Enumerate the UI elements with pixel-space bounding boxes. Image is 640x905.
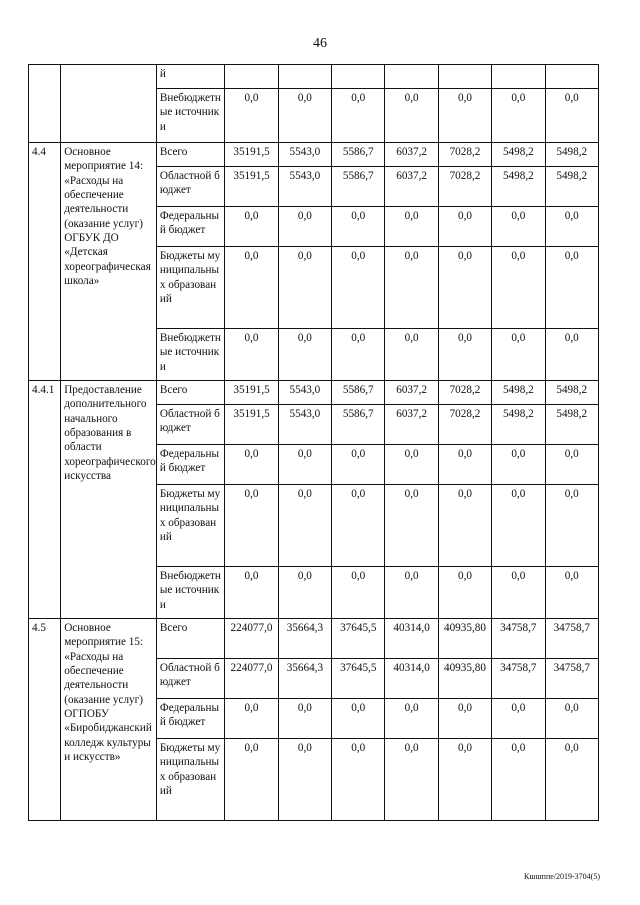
amount-cell: 0,0 — [385, 329, 438, 381]
amount-cell: 0,0 — [332, 699, 385, 739]
amount-cell: 0,0 — [438, 699, 491, 739]
amount-cell: 35664,3 — [278, 659, 331, 699]
funding-source: Всего — [156, 619, 224, 659]
page-number: 46 — [313, 36, 327, 51]
item-description: Основное мероприятие 14: «Расходы на обеспечение деятельности (оказание услуг) ОГБУК ДО «Детская хореографическая школа» — [61, 143, 157, 381]
table-row — [29, 619, 599, 659]
funding-source: Всего — [156, 143, 224, 167]
amount-cell: 0,0 — [492, 567, 545, 619]
amount-cell: 40935,80 — [438, 619, 491, 659]
amount-cell: 0,0 — [438, 445, 491, 485]
amount-cell: 5498,2 — [492, 167, 545, 207]
amount-cell: 0,0 — [332, 739, 385, 821]
amount-cell: 0,0 — [438, 329, 491, 381]
funding-source: Бюджеты муниципальных образований — [156, 739, 224, 821]
amount-cell: 0,0 — [492, 247, 545, 329]
amount-cell: 0,0 — [278, 485, 331, 567]
amount-cell: 0,0 — [332, 445, 385, 485]
amount-cell — [385, 65, 438, 89]
funding-source: Внебюджетные источники — [156, 329, 224, 381]
amount-cell: 6037,2 — [385, 143, 438, 167]
amount-cell: 0,0 — [278, 329, 331, 381]
amount-cell: 0,0 — [545, 445, 599, 485]
amount-cell: 6037,2 — [385, 167, 438, 207]
amount-cell: 0,0 — [332, 89, 385, 143]
funding-source: Федеральный бюджет — [156, 445, 224, 485]
amount-cell: 0,0 — [278, 699, 331, 739]
funding-source: Бюджеты муниципальных образований — [156, 485, 224, 567]
amount-cell: 0,0 — [278, 89, 331, 143]
amount-cell: 7028,2 — [438, 167, 491, 207]
amount-cell: 0,0 — [278, 567, 331, 619]
amount-cell: 0,0 — [492, 699, 545, 739]
amount-cell: 0,0 — [545, 207, 599, 247]
funding-source: Областной бюджет — [156, 659, 224, 699]
amount-cell: 40314,0 — [385, 659, 438, 699]
amount-cell: 7028,2 — [438, 405, 491, 445]
amount-cell — [545, 65, 599, 89]
amount-cell: 0,0 — [545, 567, 599, 619]
amount-cell: 34758,7 — [545, 659, 599, 699]
amount-cell: 0,0 — [225, 89, 278, 143]
amount-cell: 0,0 — [332, 247, 385, 329]
amount-cell: 5586,7 — [332, 405, 385, 445]
amount-cell: 0,0 — [385, 739, 438, 821]
amount-cell: 34758,7 — [492, 619, 545, 659]
amount-cell: 0,0 — [332, 567, 385, 619]
amount-cell: 0,0 — [225, 567, 278, 619]
amount-cell: 40935,80 — [438, 659, 491, 699]
budget-table — [28, 64, 599, 821]
amount-cell — [492, 65, 545, 89]
item-code: 4.4.1 — [29, 381, 61, 619]
table-row — [29, 143, 599, 167]
amount-cell: 6037,2 — [385, 381, 438, 405]
amount-cell: 6037,2 — [385, 405, 438, 445]
funding-source: й — [156, 65, 224, 89]
budget-table-body — [29, 65, 599, 821]
amount-cell — [225, 65, 278, 89]
amount-cell: 0,0 — [545, 247, 599, 329]
document-reference: Кшшппе/2019-3704(5) — [524, 872, 600, 881]
amount-cell: 0,0 — [278, 739, 331, 821]
amount-cell: 40314,0 — [385, 619, 438, 659]
amount-cell: 5543,0 — [278, 143, 331, 167]
amount-cell: 0,0 — [385, 445, 438, 485]
amount-cell — [332, 65, 385, 89]
amount-cell: 0,0 — [385, 485, 438, 567]
amount-cell: 5498,2 — [545, 381, 599, 405]
amount-cell: 0,0 — [545, 89, 599, 143]
amount-cell: 0,0 — [545, 739, 599, 821]
amount-cell: 0,0 — [438, 567, 491, 619]
amount-cell: 34758,7 — [545, 619, 599, 659]
amount-cell: 224077,0 — [225, 659, 278, 699]
amount-cell: 0,0 — [545, 699, 599, 739]
amount-cell: 0,0 — [385, 207, 438, 247]
funding-source: Бюджеты муниципальных образований — [156, 247, 224, 329]
amount-cell: 0,0 — [225, 699, 278, 739]
amount-cell: 0,0 — [438, 89, 491, 143]
funding-source: Всего — [156, 381, 224, 405]
amount-cell — [278, 65, 331, 89]
amount-cell: 0,0 — [332, 207, 385, 247]
amount-cell: 0,0 — [545, 485, 599, 567]
item-description — [61, 65, 157, 143]
amount-cell: 0,0 — [385, 89, 438, 143]
amount-cell: 5498,2 — [492, 143, 545, 167]
amount-cell: 5543,0 — [278, 405, 331, 445]
item-code — [29, 65, 61, 143]
funding-source: Внебюджетные источники — [156, 89, 224, 143]
amount-cell: 0,0 — [385, 699, 438, 739]
amount-cell: 0,0 — [438, 207, 491, 247]
amount-cell: 0,0 — [545, 329, 599, 381]
funding-source: Федеральный бюджет — [156, 699, 224, 739]
amount-cell: 7028,2 — [438, 143, 491, 167]
amount-cell: 5498,2 — [545, 167, 599, 207]
amount-cell: 0,0 — [225, 485, 278, 567]
item-description: Основное мероприятие 15: «Расходы на обеспечение деятельности (оказание услуг) ОГПОБУ «Биробиджанский колледж культуры и искусств» — [61, 619, 157, 821]
amount-cell: 0,0 — [492, 445, 545, 485]
amount-cell: 0,0 — [385, 247, 438, 329]
amount-cell: 34758,7 — [492, 659, 545, 699]
amount-cell: 0,0 — [492, 207, 545, 247]
funding-source: Областной бюджет — [156, 167, 224, 207]
funding-source: Внебюджетные источники — [156, 567, 224, 619]
amount-cell — [438, 65, 491, 89]
amount-cell: 0,0 — [438, 247, 491, 329]
amount-cell: 0,0 — [225, 445, 278, 485]
amount-cell: 0,0 — [492, 89, 545, 143]
amount-cell: 7028,2 — [438, 381, 491, 405]
amount-cell: 35191,5 — [225, 405, 278, 445]
amount-cell: 0,0 — [385, 567, 438, 619]
amount-cell: 0,0 — [278, 207, 331, 247]
amount-cell: 0,0 — [332, 485, 385, 567]
amount-cell: 37645,5 — [332, 619, 385, 659]
amount-cell: 0,0 — [492, 485, 545, 567]
amount-cell: 0,0 — [492, 739, 545, 821]
amount-cell: 5498,2 — [492, 405, 545, 445]
amount-cell: 5498,2 — [492, 381, 545, 405]
amount-cell: 5543,0 — [278, 167, 331, 207]
amount-cell: 0,0 — [225, 739, 278, 821]
amount-cell: 0,0 — [438, 739, 491, 821]
funding-source: Областной бюджет — [156, 405, 224, 445]
amount-cell: 5498,2 — [545, 143, 599, 167]
amount-cell: 35664,3 — [278, 619, 331, 659]
amount-cell: 0,0 — [225, 247, 278, 329]
amount-cell: 0,0 — [332, 329, 385, 381]
amount-cell: 35191,5 — [225, 167, 278, 207]
amount-cell: 0,0 — [225, 329, 278, 381]
table-row — [29, 381, 599, 405]
item-code: 4.4 — [29, 143, 61, 381]
amount-cell: 5543,0 — [278, 381, 331, 405]
amount-cell: 5586,7 — [332, 143, 385, 167]
amount-cell: 0,0 — [492, 329, 545, 381]
funding-source: Федеральный бюджет — [156, 207, 224, 247]
amount-cell: 0,0 — [278, 445, 331, 485]
table-row — [29, 65, 599, 89]
amount-cell: 37645,5 — [332, 659, 385, 699]
amount-cell: 0,0 — [225, 207, 278, 247]
amount-cell: 0,0 — [438, 485, 491, 567]
amount-cell: 5498,2 — [545, 405, 599, 445]
amount-cell: 0,0 — [278, 247, 331, 329]
amount-cell: 35191,5 — [225, 143, 278, 167]
amount-cell: 5586,7 — [332, 381, 385, 405]
amount-cell: 35191,5 — [225, 381, 278, 405]
item-code: 4.5 — [29, 619, 61, 821]
amount-cell: 5586,7 — [332, 167, 385, 207]
amount-cell: 224077,0 — [225, 619, 278, 659]
item-description: Предоставление дополнительного начального образования в области хореографического искусства — [61, 381, 157, 619]
